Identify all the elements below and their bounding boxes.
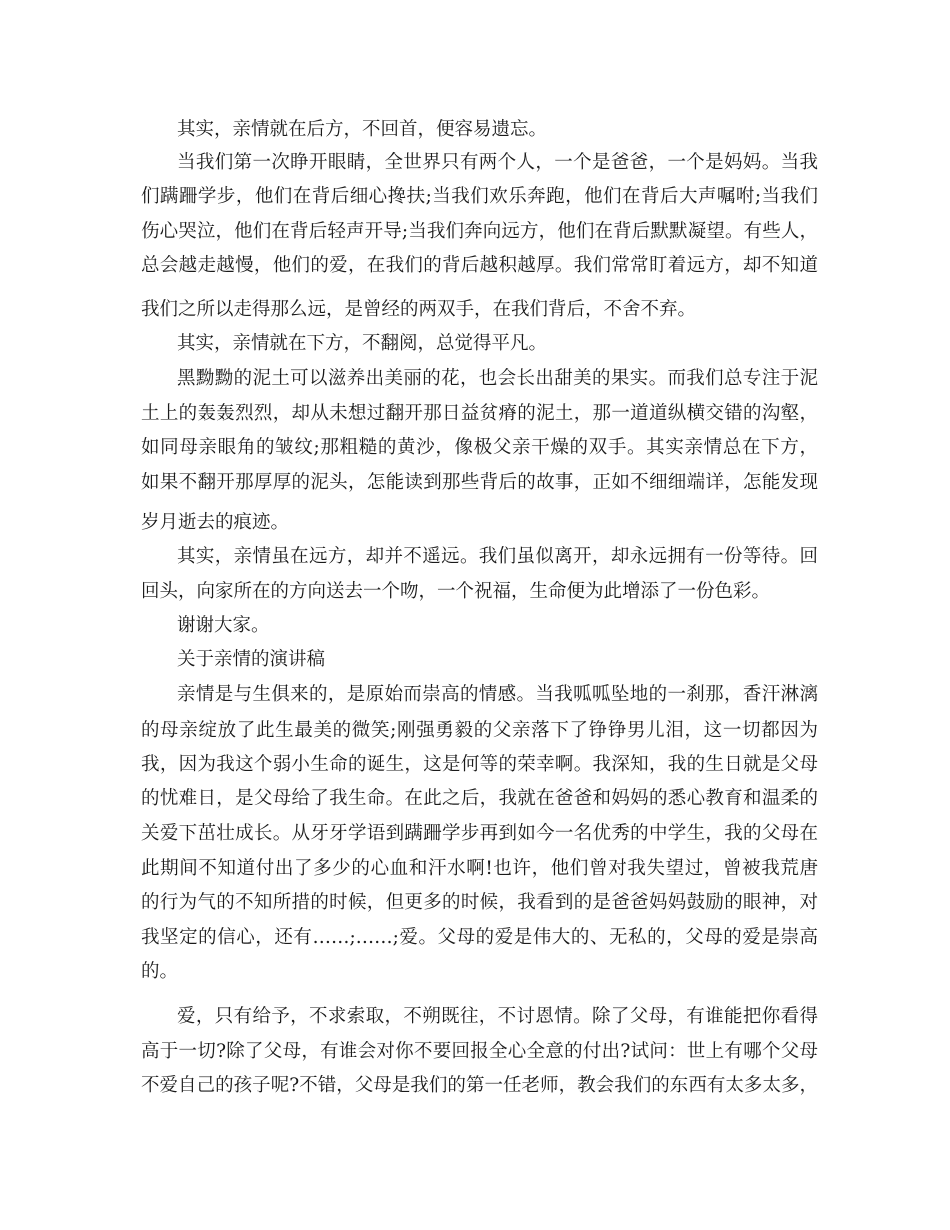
text-line: 的行为气的不知所措的时候，但更多的时候，我看到的是爸爸妈妈鼓励的眼神，对 — [141, 892, 818, 913]
text-line: 谢谢大家。 — [177, 615, 270, 636]
text-line: 的忧难日，是父母给了我生命。在此之后，我就在爸爸和妈妈的悉心教育和温柔的 — [141, 788, 818, 809]
text-line: 总会越走越慢，他们的爱，在我们的背后越积越厚。我们常常盯着远方，却不知道 — [141, 255, 818, 276]
text-line: 土上的轰轰烈烈，却从未想过翻开那日益贫瘠的泥土，那一道道纵横交错的沟壑， — [141, 403, 818, 424]
text-line: 我，因为我这个弱小生命的诞生，这是何等的荣幸啊。我深知，我的生日就是父母 — [141, 754, 818, 775]
text-line: 此期间不知道付出了多少的心血和汗水啊!也许，他们曾对我失望过，曾被我荒唐 — [141, 858, 818, 879]
text-line: 其实，亲情虽在远方，却并不遥远。我们虽似离开，却永远拥有一份等待。回 — [177, 546, 818, 567]
section-title: 关于亲情的演讲稿 — [177, 649, 326, 670]
text-line: 当我们第一次睁开眼睛，全世界只有两个人，一个是爸爸，一个是妈妈。当我 — [177, 152, 818, 173]
text-line: 高于一切?除了父母，有谁会对你不要回报全心全意的付出?试问：世上有哪个父母 — [141, 1041, 818, 1062]
text-line: 的母亲绽放了此生最美的微笑;刚强勇毅的父亲落下了铮铮男儿泪，这一切都因为 — [141, 720, 818, 741]
text-line: 回头，向家所在的方向送去一个吻，一个祝福，生命便为此增添了一份色彩。 — [141, 581, 771, 602]
text-line: 如果不翻开那厚厚的泥头，怎能读到那些背后的故事，正如不细细端详，怎能发现 — [141, 472, 818, 493]
text-line: 其实，亲情就在后方，不回首，便容易遗忘。 — [177, 119, 548, 140]
text-line: 我坚定的信心，还有……;……;爱。父母的爱是伟大的、无私的，父母的爱是崇高 — [141, 927, 818, 948]
text-line: 伤心哭泣，他们在背后轻声开导;当我们奔向远方，他们在背后默默凝望。有些人， — [141, 221, 818, 242]
text-line: 不爱自己的孩子呢?不错，父母是我们的第一任老师，教会我们的东西有太多太多， — [141, 1075, 818, 1096]
text-line: 的。 — [141, 961, 179, 982]
text-line: 关爱下茁壮成长。从牙牙学语到蹒跚学步再到如今一名优秀的中学生，我的父母在 — [141, 823, 818, 844]
text-line: 们蹒跚学步，他们在背后细心搀扶;当我们欢乐奔跑，他们在背后大声嘱咐;当我们 — [141, 186, 818, 207]
text-line: 黑黝黝的泥土可以滋养出美丽的花，也会长出甜美的果实。而我们总专注于泥 — [177, 368, 818, 389]
text-line: 亲情是与生俱来的，是原始而崇高的情感。当我呱呱坠地的一刹那，香汗淋漓 — [177, 684, 818, 705]
text-line: 岁月逝去的痕迹。 — [141, 512, 290, 533]
text-line: 爱，只有给予，不求索取，不朔既往，不讨恩情。除了父母，有谁能把你看得 — [177, 1006, 818, 1027]
text-line: 如同母亲眼角的皱纹;那粗糙的黄沙，像极父亲干燥的双手。其实亲情总在下方， — [141, 437, 818, 458]
text-line: 我们之所以走得那么远，是曾经的两双手，在我们背后，不舍不弃。 — [141, 299, 697, 320]
text-line: 其实，亲情就在下方，不翻阅，总觉得平凡。 — [177, 333, 548, 354]
